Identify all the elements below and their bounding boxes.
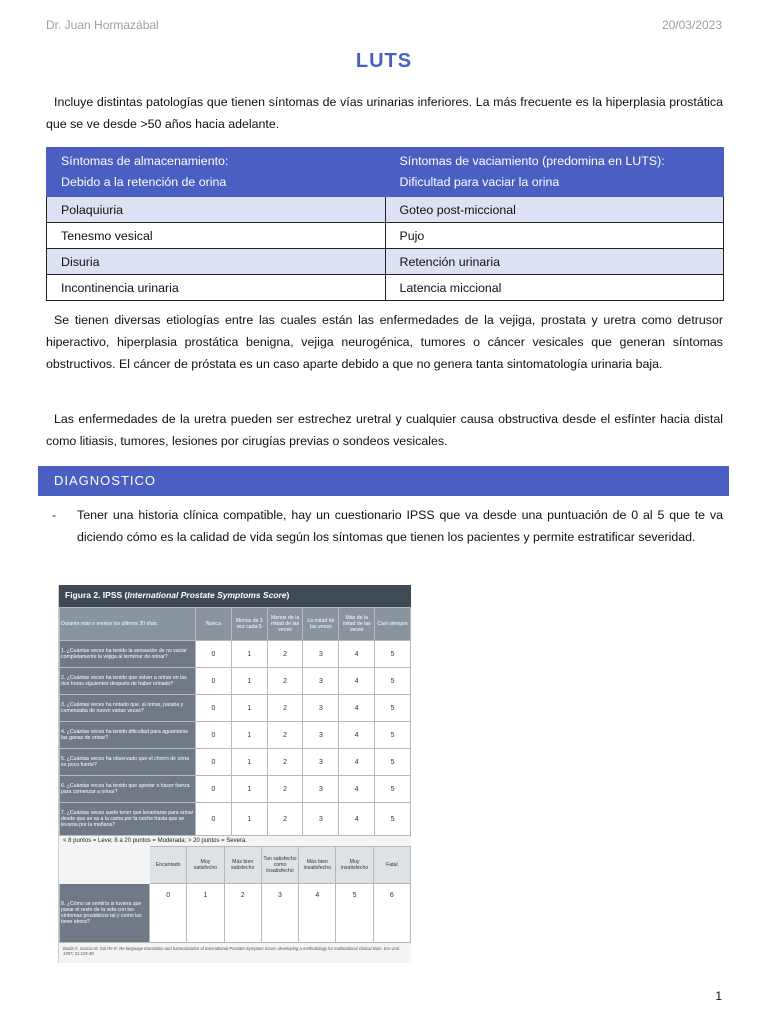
ipss-col-header: Casi siempre: [375, 608, 411, 641]
ipss-score: 3: [303, 803, 339, 836]
ipss-score: 4: [339, 776, 375, 803]
ipss-score: 5: [375, 695, 411, 722]
qol-col-header: Más bien insatisfecho: [299, 847, 336, 884]
bullet-dash: -: [52, 508, 57, 522]
ipss-score: 3: [303, 668, 339, 695]
ipss-question: 6. ¿Cuántas veces ha tenido que apretar o hacer fuerza para comenzar a orinar?: [60, 776, 196, 803]
ipss-score: 0: [196, 776, 232, 803]
ipss-question: 4. ¿Cuántas veces ha tenido dificultad para aguantarse las ganas de orinar?: [60, 722, 196, 749]
ipss-score: 2: [267, 749, 303, 776]
ipss-score: 0: [196, 668, 232, 695]
intro-paragraph: Incluye distintas patologías que tienen síntomas de vías urinarias inferiores. La más frecuente es la hiperplasia prostática que se ve desde >50 años hacia adelante.: [46, 95, 723, 131]
storage-header-title: Síntomas de almacenamiento:: [61, 154, 229, 168]
storage-cell: Disuria: [47, 249, 386, 275]
qol-col-header: Más bien satisfecho: [224, 847, 261, 884]
qol-score: 3: [261, 884, 298, 943]
ipss-question: 5. ¿Cuántas veces ha observado que el chorro de orina es poco fuerte?: [60, 749, 196, 776]
qol-empty-header: [60, 847, 150, 884]
qol-score: 5: [336, 884, 373, 943]
etiology-paragraph: Se tienen diversas etiologías entre las cuales están las enfermedades de la vejiga, prostata y uretra como detrusor hiperactivo, hiperplasia prostática benigna, vejiga neurogénica, tumores o cáncer vesicales que generan síntomas obstructivos. El cáncer de próstata es un caso aparte debido a que no genera tanta sintomatología urinaria baja.: [46, 313, 723, 371]
quality-of-life-table: [59, 846, 411, 943]
figure-title-suffix: ): [286, 590, 290, 600]
voiding-cell: Goteo post-miccional: [385, 197, 724, 223]
ipss-figure: [58, 585, 411, 963]
ipss-question-row: [60, 722, 411, 749]
qol-col-header: Muy insatisfecho: [336, 847, 373, 884]
storage-cell: Tenesmo vesical: [47, 223, 386, 249]
voiding-cell: Retención urinaria: [385, 249, 724, 275]
ipss-score: 1: [231, 668, 267, 695]
qol-col-header: Fatal: [373, 847, 410, 884]
ipss-score: 4: [339, 668, 375, 695]
ipss-question-row: [60, 695, 411, 722]
header-author: Dr. Juan Hormazábal: [46, 18, 159, 32]
qol-col-header: Tan satisfecho como insatisfecho: [261, 847, 298, 884]
ipss-score: 3: [303, 641, 339, 668]
ipss-score: 4: [339, 749, 375, 776]
qol-col-header: Muy satisfecho: [187, 847, 224, 884]
ipss-score: 1: [231, 722, 267, 749]
table-row: [47, 197, 724, 223]
ipss-col-header: Más de la mitad de las veces: [339, 608, 375, 641]
ipss-col-header: Nunca: [196, 608, 232, 641]
ipss-score: 5: [375, 803, 411, 836]
ipss-score: 3: [303, 749, 339, 776]
qol-col-header: Encantado: [150, 847, 187, 884]
ipss-score: 5: [375, 722, 411, 749]
figure-title: [59, 585, 411, 607]
ipss-score: 1: [231, 641, 267, 668]
ipss-col-header: La mitad de las veces: [303, 608, 339, 641]
voiding-cell: Pujo: [385, 223, 724, 249]
symptoms-table-header: [47, 148, 724, 197]
ipss-col-header: Durante más o menos los últimos 30 días:: [60, 608, 196, 641]
ipss-score: 0: [196, 695, 232, 722]
ipss-question-row: [60, 803, 411, 836]
urethra-paragraph: Las enfermedades de la uretra pueden ser estrechez uretral y cualquier causa obstructiva desde el esfínter hacia distal como litiasis, tumores, lesiones por cirugías previas o sondeos vesicales.: [46, 412, 723, 448]
ipss-score: 4: [339, 803, 375, 836]
ipss-severity-scale: < 8 puntos = Leve; 8 a 20 puntos = Moderada; > 20 puntos = Severa.: [59, 836, 411, 846]
ipss-score: 2: [267, 776, 303, 803]
ipss-score: 3: [303, 776, 339, 803]
storage-cell: Polaquiuria: [47, 197, 386, 223]
voiding-cell: Latencia miccional: [385, 275, 724, 301]
storage-header: [47, 148, 386, 197]
qol-score: 0: [150, 884, 187, 943]
ipss-score: 1: [231, 803, 267, 836]
ipss-table: [59, 607, 411, 836]
ipss-score: 2: [267, 803, 303, 836]
ipss-question: 2. ¿Cuántas veces ha tenido que volver a orinar en las dos horas siguientes después de haber orinado?: [60, 668, 196, 695]
ipss-score: 3: [303, 695, 339, 722]
ipss-col-header: Menos de 1 vez cada 5: [231, 608, 267, 641]
storage-header-sub: Debido a la retención de orina: [61, 175, 227, 189]
table-row: [47, 249, 724, 275]
ipss-question-row: [60, 668, 411, 695]
table-row: [47, 223, 724, 249]
ipss-score: 1: [231, 776, 267, 803]
storage-cell: Incontinencia urinaria: [47, 275, 386, 301]
voiding-header-title: Síntomas de vaciamiento (predomina en LUTS):: [399, 154, 665, 168]
ipss-score: 5: [375, 749, 411, 776]
table-row: [47, 275, 724, 301]
qol-question-row: [60, 884, 411, 943]
figure-reference: Badia X, García-M, Dal Re R. Re-language translation and harmonization of International Prostate Symptom Score: developing a methodology for multinational clinical trials. Eur Urol. 1997; 31:129-40.: [63, 946, 401, 956]
qol-score: 6: [373, 884, 410, 943]
ipss-score: 4: [339, 641, 375, 668]
ipss-score: 0: [196, 722, 232, 749]
voiding-header-sub: Dificultad para vaciar la orina: [399, 175, 560, 189]
symptoms-table: [46, 147, 724, 301]
ipss-score: 5: [375, 776, 411, 803]
ipss-score: 4: [339, 695, 375, 722]
ipss-score: 2: [267, 668, 303, 695]
ipss-score: 1: [231, 695, 267, 722]
section-heading-diagnostico: DIAGNOSTICO: [38, 466, 729, 496]
page-title: LUTS: [355, 50, 413, 72]
ipss-score: 0: [196, 641, 232, 668]
ipss-score: 2: [267, 722, 303, 749]
qol-question: 8. ¿Cómo se sentiría si tuviera que pasar el resto de la vida con los síntomas prostáticos tal y como los tiene ahora?: [60, 884, 150, 943]
voiding-header: [385, 148, 724, 197]
ipss-score: 2: [267, 641, 303, 668]
qol-score: 2: [224, 884, 261, 943]
ipss-score: 0: [196, 803, 232, 836]
ipss-question: 7. ¿Cuántas veces suele tener que levantarse para orinar desde que se va a la cama por la noche hasta que se levanta por la mañana?: [60, 803, 196, 836]
ipss-score: 5: [375, 641, 411, 668]
ipss-question-row: [60, 749, 411, 776]
ipss-question: 3. ¿Cuántas veces ha notado que, al orinar, paraba y comenzaba de nuevo varias veces?: [60, 695, 196, 722]
ipss-score: 4: [339, 722, 375, 749]
ipss-score: 0: [196, 749, 232, 776]
figure-title-prefix: Figura 2. IPSS (: [65, 590, 128, 600]
bullet-item: [52, 504, 723, 548]
ipss-score: 3: [303, 722, 339, 749]
qol-score: 1: [187, 884, 224, 943]
page-number: 1: [715, 989, 722, 1003]
ipss-score: 5: [375, 668, 411, 695]
bullet-text: Tener una historia clínica compatible, hay un cuestionario IPSS que va desde una puntuación de 0 al 5 que te va diciendo cómo es la calidad de vida según los síntomas que tienen los pacientes y permite estratificar severidad.: [77, 508, 723, 544]
ipss-question-row: [60, 641, 411, 668]
header-date: 20/03/2023: [661, 18, 722, 32]
figure-title-italic: International Prostate Symptoms Score: [127, 590, 287, 600]
ipss-score: 1: [231, 749, 267, 776]
ipss-score: 2: [267, 695, 303, 722]
qol-score: 4: [299, 884, 336, 943]
ipss-question: 1. ¿Cuántas veces ha tenido la sensación de no vaciar completamente la vejiga al terminar de orinar?: [60, 641, 196, 668]
ipss-question-row: [60, 776, 411, 803]
ipss-col-header: Menos de la mitad de las veces: [267, 608, 303, 641]
